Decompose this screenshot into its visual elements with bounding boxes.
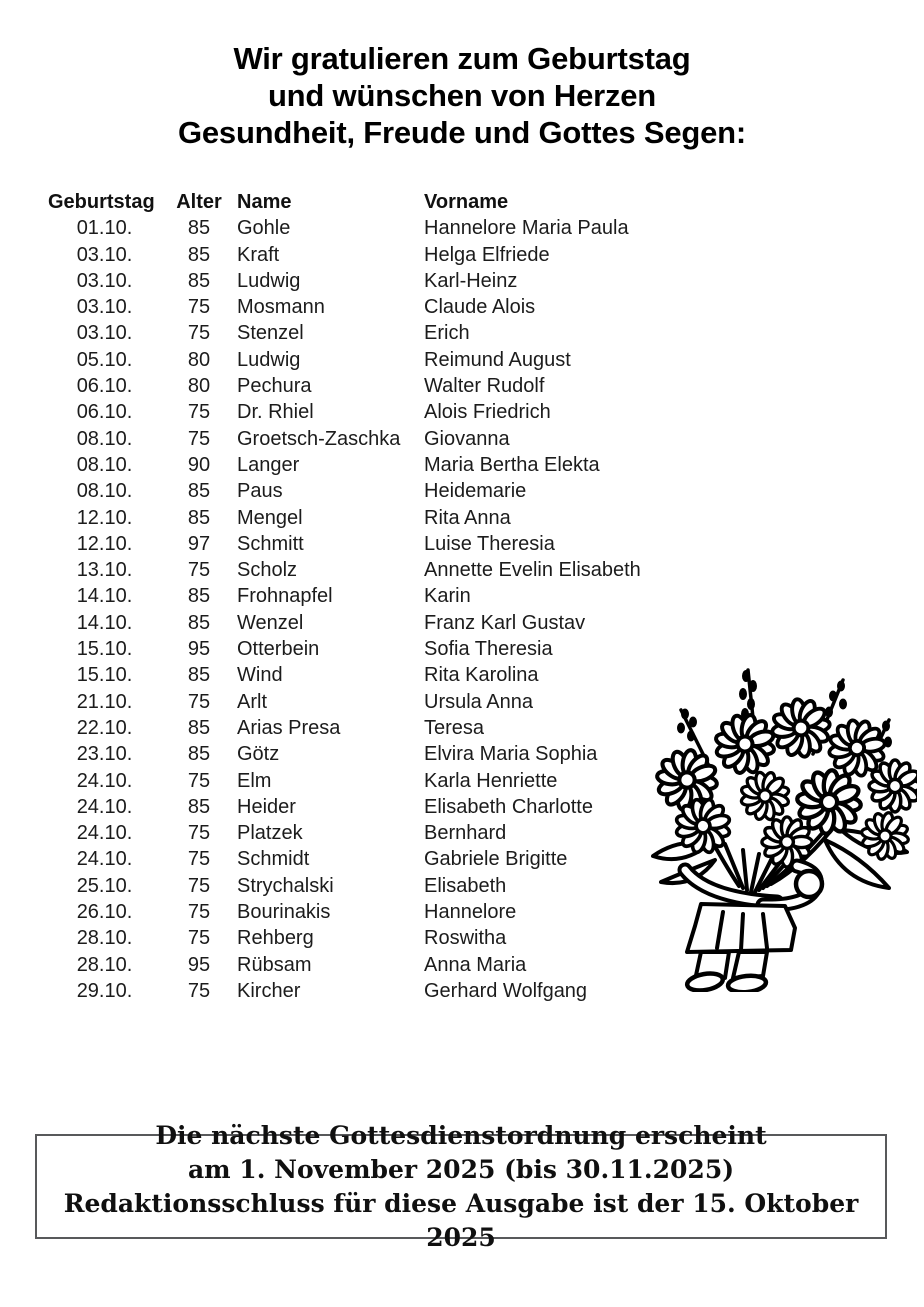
- cell-alter: 80: [187, 348, 211, 371]
- cell-name: Scholz: [237, 559, 298, 582]
- header-cell-geburtstag: Geburtstag: [48, 191, 155, 213]
- cell-alter: 75: [187, 874, 211, 897]
- cell-alter: 85: [187, 506, 211, 529]
- cell-name: Otterbein: [237, 638, 320, 661]
- cell-name: Mengel: [237, 506, 303, 529]
- cell-alter: 90: [187, 453, 211, 476]
- cell-vorname: Maria Bertha Elekta: [424, 453, 600, 476]
- table-row: [48, 925, 641, 951]
- cell-geburtstag: 12.10.: [76, 532, 133, 555]
- cell-alter: 85: [187, 664, 211, 687]
- cell-geburtstag: 28.10.: [76, 927, 133, 950]
- cell-alter: 97: [187, 532, 211, 555]
- cell-name: Pechura: [237, 375, 312, 398]
- cell-name: Paus: [237, 480, 283, 503]
- cell-alter: 85: [187, 243, 211, 266]
- footer-notice-box: [35, 1120, 887, 1252]
- cell-vorname: Giovanna: [424, 427, 510, 450]
- cell-alter: 85: [187, 611, 211, 634]
- table-row: [48, 268, 641, 294]
- cell-alter: 80: [187, 375, 211, 398]
- cell-geburtstag: 21.10.: [76, 690, 133, 713]
- cell-geburtstag: 24.10.: [76, 795, 133, 818]
- cell-alter: 85: [187, 585, 211, 608]
- footer-line-1: Die nächste Gottesdienstordnung erscheint: [155, 1120, 767, 1150]
- table-row: [48, 373, 641, 399]
- table-row: [48, 636, 641, 662]
- cell-geburtstag: 25.10.: [76, 874, 133, 897]
- table-row: [48, 846, 641, 872]
- cell-geburtstag: 06.10.: [76, 375, 133, 398]
- cell-vorname: Alois Friedrich: [424, 401, 551, 424]
- cell-vorname: Claude Alois: [424, 296, 536, 319]
- cell-geburtstag: 24.10.: [76, 769, 133, 792]
- cell-vorname: Franz Karl Gustav: [424, 611, 586, 634]
- cell-alter: 85: [187, 743, 211, 766]
- cell-name: Strychalski: [237, 874, 334, 897]
- table-row: [48, 452, 641, 478]
- cell-geburtstag: 03.10.: [76, 243, 133, 266]
- cell-alter: 85: [187, 269, 211, 292]
- cell-name: Gohle: [237, 217, 291, 240]
- table-row: [48, 583, 641, 609]
- cell-name: Dr. Rhiel: [237, 401, 314, 424]
- header-cell-alter: Alter: [176, 191, 222, 213]
- table-row: [48, 662, 641, 688]
- cell-vorname: Elisabeth Charlotte: [424, 795, 593, 818]
- birthday-table-body: [48, 215, 641, 1004]
- cell-alter: 75: [187, 559, 211, 582]
- table-row: [48, 242, 641, 268]
- cell-name: Ludwig: [237, 348, 301, 371]
- cell-alter: 75: [187, 401, 211, 424]
- table-row: [48, 715, 641, 741]
- cell-geburtstag: 14.10.: [76, 585, 133, 608]
- cell-vorname: Hannelore: [424, 901, 517, 924]
- page-title: [0, 40, 924, 151]
- table-row: [48, 952, 641, 978]
- cell-vorname: Annette Evelin Elisabeth: [424, 559, 641, 582]
- cell-vorname: Karla Henriette: [424, 769, 558, 792]
- cell-alter: 75: [187, 769, 211, 792]
- cell-name: Heider: [237, 795, 296, 818]
- cell-alter: 85: [187, 795, 211, 818]
- cell-name: Bourinakis: [237, 901, 331, 924]
- cell-geburtstag: 14.10.: [76, 611, 133, 634]
- title-line-1: Wir gratulieren zum Geburtstag: [233, 41, 691, 76]
- cell-geburtstag: 24.10.: [76, 848, 133, 871]
- table-row: [48, 978, 641, 1004]
- cell-name: Kraft: [237, 243, 280, 266]
- cell-name: Arlt: [237, 690, 267, 713]
- cell-geburtstag: 22.10.: [76, 716, 133, 739]
- cell-vorname: Elvira Maria Sophia: [424, 743, 598, 766]
- cell-alter: 75: [187, 822, 211, 845]
- body: [687, 904, 795, 952]
- cell-vorname: Gerhard Wolfgang: [424, 979, 588, 1002]
- header-cell-name: Name: [237, 191, 292, 213]
- cell-name: Wenzel: [237, 611, 304, 634]
- cell-vorname: Erich: [424, 322, 470, 345]
- header-cell-vorname: Vorname: [424, 191, 509, 213]
- cell-geburtstag: 15.10.: [76, 664, 133, 687]
- cell-alter: 75: [187, 427, 211, 450]
- cell-name: Elm: [237, 769, 272, 792]
- cell-geburtstag: 06.10.: [76, 401, 133, 424]
- cell-alter: 75: [187, 979, 211, 1002]
- cell-vorname: Anna Maria: [424, 953, 527, 976]
- cell-vorname: Hannelore Maria Paula: [424, 217, 629, 240]
- birthday-table: [48, 189, 641, 1004]
- cell-name: Mosmann: [237, 296, 325, 319]
- table-row: [48, 320, 641, 346]
- cell-alter: 75: [187, 296, 211, 319]
- cell-vorname: Heidemarie: [424, 480, 527, 503]
- cell-alter: 85: [187, 480, 211, 503]
- cell-name: Rehberg: [237, 927, 314, 950]
- cell-name: Stenzel: [237, 322, 304, 345]
- cell-vorname: Roswitha: [424, 927, 507, 950]
- table-row: [48, 531, 641, 557]
- table-row: [48, 610, 641, 636]
- table-row: [48, 294, 641, 320]
- cell-alter: 95: [187, 953, 211, 976]
- table-row: [48, 899, 641, 925]
- table-row: [48, 478, 641, 504]
- cell-geburtstag: 24.10.: [76, 822, 133, 845]
- cell-name: Langer: [237, 453, 300, 476]
- cell-alter: 95: [187, 638, 211, 661]
- cell-geburtstag: 13.10.: [76, 559, 133, 582]
- cell-geburtstag: 05.10.: [76, 348, 133, 371]
- cell-name: Arias Presa: [237, 716, 341, 739]
- cell-name: Platzek: [237, 822, 303, 845]
- footer-line-2: am 1. November 2025 (bis 30.11.2025): [187, 1154, 735, 1184]
- cell-vorname: Teresa: [424, 716, 485, 739]
- table-row: [48, 557, 641, 583]
- title-line-2: und wünschen von Herzen: [267, 78, 657, 113]
- cell-alter: 75: [187, 848, 211, 871]
- cell-alter: 75: [187, 322, 211, 345]
- cell-geburtstag: 03.10.: [76, 296, 133, 319]
- table-row: [48, 820, 641, 846]
- table-row: [48, 689, 641, 715]
- cell-vorname: Rita Karolina: [424, 664, 539, 687]
- cell-name: Schmidt: [237, 848, 310, 871]
- cell-alter: 75: [187, 901, 211, 924]
- cell-vorname: Rita Anna: [424, 506, 511, 529]
- cell-name: Wind: [237, 664, 283, 687]
- footer-line-3: Redaktionsschluss für diese Ausgabe ist der 15. Oktober 2025: [63, 1188, 859, 1252]
- table-row: [48, 794, 641, 820]
- cell-geburtstag: 29.10.: [76, 979, 133, 1002]
- cell-geburtstag: 23.10.: [76, 743, 133, 766]
- cell-geburtstag: 12.10.: [76, 506, 133, 529]
- cell-geburtstag: 15.10.: [76, 638, 133, 661]
- cell-vorname: Gabriele Brigitte: [424, 848, 568, 871]
- cell-vorname: Reimund August: [424, 348, 571, 371]
- cell-geburtstag: 03.10.: [76, 269, 133, 292]
- table-row: [48, 741, 641, 767]
- cell-alter: 85: [187, 217, 211, 240]
- cell-vorname: Elisabeth: [424, 874, 507, 897]
- bouquet-illustration: [645, 660, 917, 992]
- cell-vorname: Karin: [424, 585, 471, 608]
- cell-alter: 75: [187, 927, 211, 950]
- cell-geburtstag: 26.10.: [76, 901, 133, 924]
- cell-name: Kircher: [237, 979, 301, 1002]
- table-row: [48, 426, 641, 452]
- title-line-3: Gesundheit, Freude und Gottes Segen:: [177, 115, 747, 150]
- table-row: [48, 347, 641, 373]
- cell-vorname: Helga Elfriede: [424, 243, 550, 266]
- cell-vorname: Sofia Theresia: [424, 638, 553, 661]
- cell-name: Ludwig: [237, 269, 301, 292]
- cell-vorname: Bernhard: [424, 822, 507, 845]
- cell-alter: 85: [187, 716, 211, 739]
- cell-name: Rübsam: [237, 953, 312, 976]
- table-row: [48, 505, 641, 531]
- cell-vorname: Ursula Anna: [424, 690, 533, 713]
- cell-geburtstag: 28.10.: [76, 953, 133, 976]
- cell-vorname: Walter Rudolf: [424, 375, 545, 398]
- cell-name: Schmitt: [237, 532, 304, 555]
- cell-geburtstag: 08.10.: [76, 453, 133, 476]
- birthday-table-header: [48, 189, 641, 215]
- table-row: [48, 873, 641, 899]
- cell-name: Groetsch-Zaschka: [237, 427, 401, 450]
- cell-geburtstag: 08.10.: [76, 480, 133, 503]
- table-row: [48, 399, 641, 425]
- cell-name: Götz: [237, 743, 280, 766]
- cell-vorname: Luise Theresia: [424, 532, 555, 555]
- cell-geburtstag: 01.10.: [76, 217, 133, 240]
- cell-geburtstag: 08.10.: [76, 427, 133, 450]
- cell-alter: 75: [187, 690, 211, 713]
- cell-name: Frohnapfel: [237, 585, 333, 608]
- cell-geburtstag: 03.10.: [76, 322, 133, 345]
- table-row: [48, 768, 641, 794]
- table-row: [48, 215, 641, 241]
- cell-vorname: Karl-Heinz: [424, 269, 518, 292]
